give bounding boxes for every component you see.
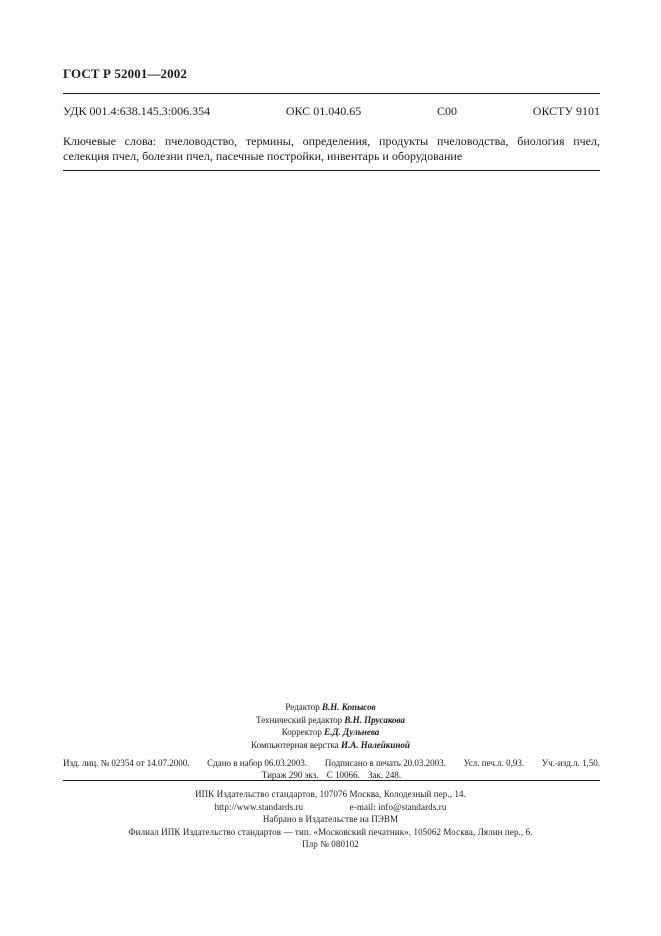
- publisher-footer: [0, 788, 661, 851]
- order-code-text: С 10066.: [326, 770, 360, 780]
- footer-divider: [63, 780, 600, 781]
- submitted-text: Сдано в набор 06.03.2003.: [207, 758, 308, 768]
- print-sheets-text: Усл. печ.л. 0,93.: [463, 758, 525, 768]
- editor-name: В.Н. Копысов: [322, 702, 376, 712]
- oks-code: ОКС 01.040.65: [285, 104, 362, 118]
- circulation-text: Тираж 290 экз.: [261, 770, 319, 780]
- layout-line: [0, 739, 661, 752]
- signed-text: Подписано в печать 20.03.2003.: [324, 758, 446, 768]
- publisher-contacts: [0, 801, 661, 814]
- editor-label: Редактор: [285, 702, 320, 712]
- tech-editor-line: [0, 714, 661, 727]
- plr-number: Плр № 080102: [302, 839, 359, 849]
- pub-sheets-text: Уч.-изд.л. 1,50.: [541, 758, 600, 768]
- publication-info: [63, 757, 600, 781]
- keywords-paragraph: Ключевые слова: пчеловодство, термины, определения, продукты пчеловодства, биология пчел, селекция пчел, болезни пчел, пасечные постройки, инвентарь и оборудование: [63, 134, 600, 163]
- editor-line: [0, 701, 661, 714]
- license-text: Изд. лиц. № 02354 от 14.07.2000.: [63, 758, 190, 768]
- tech-editor-label: Технический редактор: [255, 714, 343, 725]
- layout-label: Компьютерная верстка: [251, 739, 339, 750]
- branch-address: Филиал ИПК Издательство стандартов — тип. «Московский печатник», 105062 Москва, Лялин пер., 6.: [128, 826, 533, 837]
- publisher-email: e-mail: info@standards.ru: [349, 801, 447, 812]
- corrector-line: [0, 726, 661, 739]
- layout-name: И.А. Налейкиной: [340, 739, 410, 750]
- keywords-divider: [63, 170, 600, 171]
- header-divider: [63, 93, 600, 94]
- corrector-name: Е.Д. Дульнева: [324, 727, 380, 737]
- tech-editor-name: В.Н. Прусакова: [344, 714, 405, 725]
- publisher-website: http://www.standards.ru: [214, 801, 304, 812]
- document-code: ГОСТ Р 52001—2002: [63, 66, 187, 81]
- classification-row: [63, 104, 600, 119]
- credits-block: [0, 701, 661, 751]
- order-number-text: Зак. 248.: [368, 770, 402, 780]
- okstu-code: ОКСТУ 9101: [532, 104, 600, 118]
- publication-line-1: [63, 757, 600, 769]
- corrector-label: Корректор: [281, 727, 322, 737]
- publisher-address: ИПК Издательство стандартов, 107076 Москва, Колодезный пер., 14.: [194, 789, 467, 799]
- group-code: С00: [437, 104, 458, 118]
- udk-code: УДК 001.4:638.145.3:006.354: [63, 104, 211, 118]
- typeset-note: Набрано в Издательстве на ПЭВМ: [262, 814, 399, 824]
